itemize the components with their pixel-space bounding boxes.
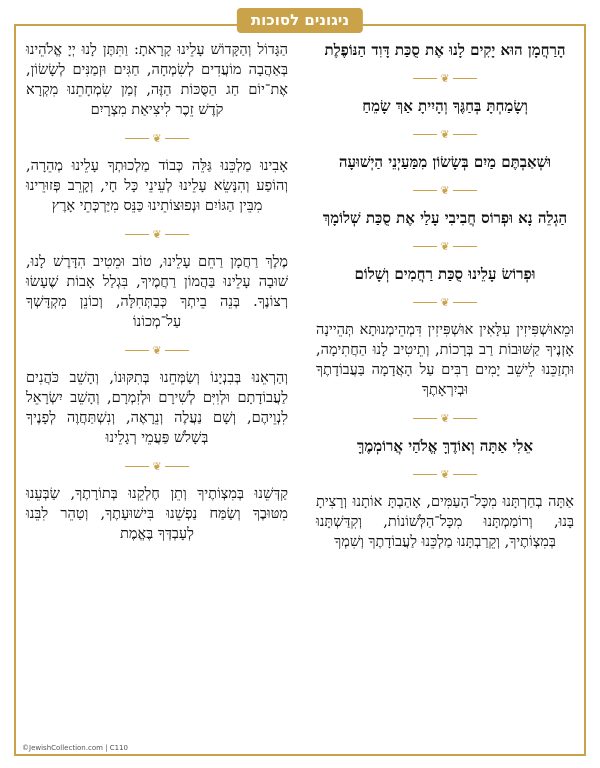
ornament-divider: ❦ xyxy=(26,130,288,146)
verse-text: הַגְלֵה נָא וּפְרוֹס חֲבִיבִי עָלַי אֶת סֻכַּת שְׁלוֹמָךְ xyxy=(322,209,568,227)
verse-block xyxy=(316,40,574,60)
verse-block xyxy=(26,156,288,216)
ornament-divider: ❦ xyxy=(316,410,574,426)
right-column xyxy=(316,40,574,552)
verse-text: וְשָׂמַחְתָּ בְּחַגֶּךָ וְהָיִיתָ אַךְ שָׂמֵחַ xyxy=(362,97,528,115)
left-column xyxy=(26,40,288,544)
verse-block xyxy=(316,208,574,228)
footer-credit: ©JewishCollection.com | C110 xyxy=(22,744,128,752)
verse-text: מֶלֶךְ רַחֲמָן רַחֵם עָלֵינוּ, טוֹב וּמֵטִיב הִדָּרֶשׁ לָנוּ, שׁוּבָה עָלֵינוּ בַּהֲמוֹן רַחֲמֶיךָ, בִּגְלַל אָבוֹת שֶׁעָשׂוּ רְצוֹנֶךָ. בְּנֵה בֵיתְךָ כְּבַתְּחִלָּה, וְכוֹנֵן מִקְדָּשְׁךָ עַל־מְכוֹנוֹ xyxy=(26,254,288,330)
verse-block xyxy=(316,320,574,400)
verse-block xyxy=(316,492,574,552)
ornament-divider: ❦ xyxy=(26,226,288,242)
page-title: ניגונים לסוכות xyxy=(237,8,363,33)
verse-block xyxy=(26,40,288,120)
verse-block xyxy=(316,96,574,116)
ornament-divider: ❦ xyxy=(316,238,574,254)
ornament-divider: ❦ xyxy=(316,466,574,482)
verse-text: הָרַחֲמָן הוּא יָקִים לָנוּ אֶת סֻכַּת דָּוִד הַנּוֹפֶלֶת xyxy=(324,41,566,59)
ornament-divider: ❦ xyxy=(316,294,574,310)
verse-block xyxy=(26,484,288,544)
ornament-divider: ❦ xyxy=(316,70,574,86)
verse-text: וְהַרְאֵנוּ בְּבִנְיָנוֹ וְשַׂמְּחֵנוּ בְּתִקּוּנוֹ, וְהָשֵׁב כֹּהֲנִים לַעֲבוֹדָתָם וּלְוִיִּם לְשִׁירָם וּלְזִמְרָם, וְהָשֵׁב יִשְׂרָאֵל לִנְוֵיהֶם, וְשָׁם נַעֲלֶה וְנֵרָאֶה, וְנִשְׁתַּחֲוֶה לְפָנֶיךָ בְּשָׁלֹשׁ פַּעֲמֵי רְגָלֵינוּ xyxy=(26,370,288,446)
ornament-divider: ❦ xyxy=(316,182,574,198)
verse-block xyxy=(26,252,288,332)
verse-text: וּמֵאוּשְׁפִּיזִין עִלָּאִין אוּשְׁפִּיזִין דִּמְהֵימְנוּתָא תְּהֵיינָה אָזְנֶיךָ קַשּׁוּבוֹת רַב בְּרָכוֹת, וְתֵיטִיב לָנוּ הַחֲתִימָה, וּתְזַכֵּנוּ לֵישֵׁב יָמִים רַבִּים עַל הָאֲדָמָה בַּעֲבוֹדָתֶךָ וּבְיִרְאָתֶךָ xyxy=(316,322,574,398)
verse-text: וּשְׁאַבְתֶּם מַיִם בְּשָׂשׂוֹן מִמַּעַיְנֵי הַיְשׁוּעָה xyxy=(338,153,552,171)
ornament-divider: ❦ xyxy=(26,342,288,358)
ornament-divider: ❦ xyxy=(316,126,574,142)
verse-block xyxy=(316,436,574,456)
verse-block xyxy=(316,152,574,172)
verse-text: קַדְּשֵׁנוּ בְּמִצְוֹתֶיךָ וְתֵן חֶלְקֵנוּ בְּתוֹרָתֶךָ, שַׂבְּעֵנוּ מִטּוּבֶךָ וְשַׂמַּח נַפְשֵׁנוּ בִּישׁוּעָתֶךָ, וְטַהֵר לִבֵּנוּ לְעָבְדְּךָ בֶּאֱמֶת xyxy=(26,486,288,542)
verse-text: וּפְרוֹשׂ עָלֵינוּ סֻכַּת רַחֲמִים וְשָׁלוֹם xyxy=(354,265,536,283)
verse-text: אַתָּה בְחַרְתָּנוּ מִכָּל־הָעַמִּים, אָהַבְתָּ אוֹתָנוּ וְרָצִיתָ בָּנוּ, וְרוֹמַמְתָּנוּ מִכָּל־הַלְּשׁוֹנוֹת, וְקִדַּשְׁתָּנוּ בְּמִצְוֹתֶיךָ, וְקֵרַבְתָּנוּ מַלְכֵּנוּ לַעֲבוֹדָתֶךָ וְשִׁמְךָ xyxy=(316,494,574,550)
verse-text: הַגָּדוֹל וְהַקָּדוֹשׁ עָלֵינוּ קָרָאתָ: וַתִּתֶּן לָנוּ יְיָ אֱלֹהֵינוּ בְּאַהֲבָה מוֹעֲדִים לְשִׂמְחָה, חַגִּים וּזְמַנִּים לְשָׂשׂוֹן, אֶת־יוֹם חַג הַסֻּכּוֹת הַזֶּה, זְמַן שִׂמְחָתֵנוּ מִקְרָא קֹדֶשׁ זֵכֶר לִיצִיאַת מִצְרָיִם xyxy=(26,42,288,118)
verse-block xyxy=(26,368,288,448)
ornament-divider: ❦ xyxy=(26,458,288,474)
verse-block xyxy=(316,264,574,284)
verse-text: אָבִינוּ מַלְכֵּנוּ גַּלֵּה כְּבוֹד מַלְכוּתְךָ עָלֵינוּ מְהֵרָה, וְהוֹפַע וְהִנָּשֵׂא עָלֵינוּ לְעֵינֵי כָּל חָי, וְקָרֵב פְּזוּרֵינוּ מִבֵּין הַגּוֹיִם וּנְפוּצוֹתֵינוּ כַּנֵּס מִיַּרְכְּתֵי אָרֶץ xyxy=(26,158,288,214)
verse-text: אֵלִי אַתָּה וְאוֹדֶךָּ אֱלֹהַי אֲרוֹמְמֶךָּ xyxy=(357,437,533,455)
